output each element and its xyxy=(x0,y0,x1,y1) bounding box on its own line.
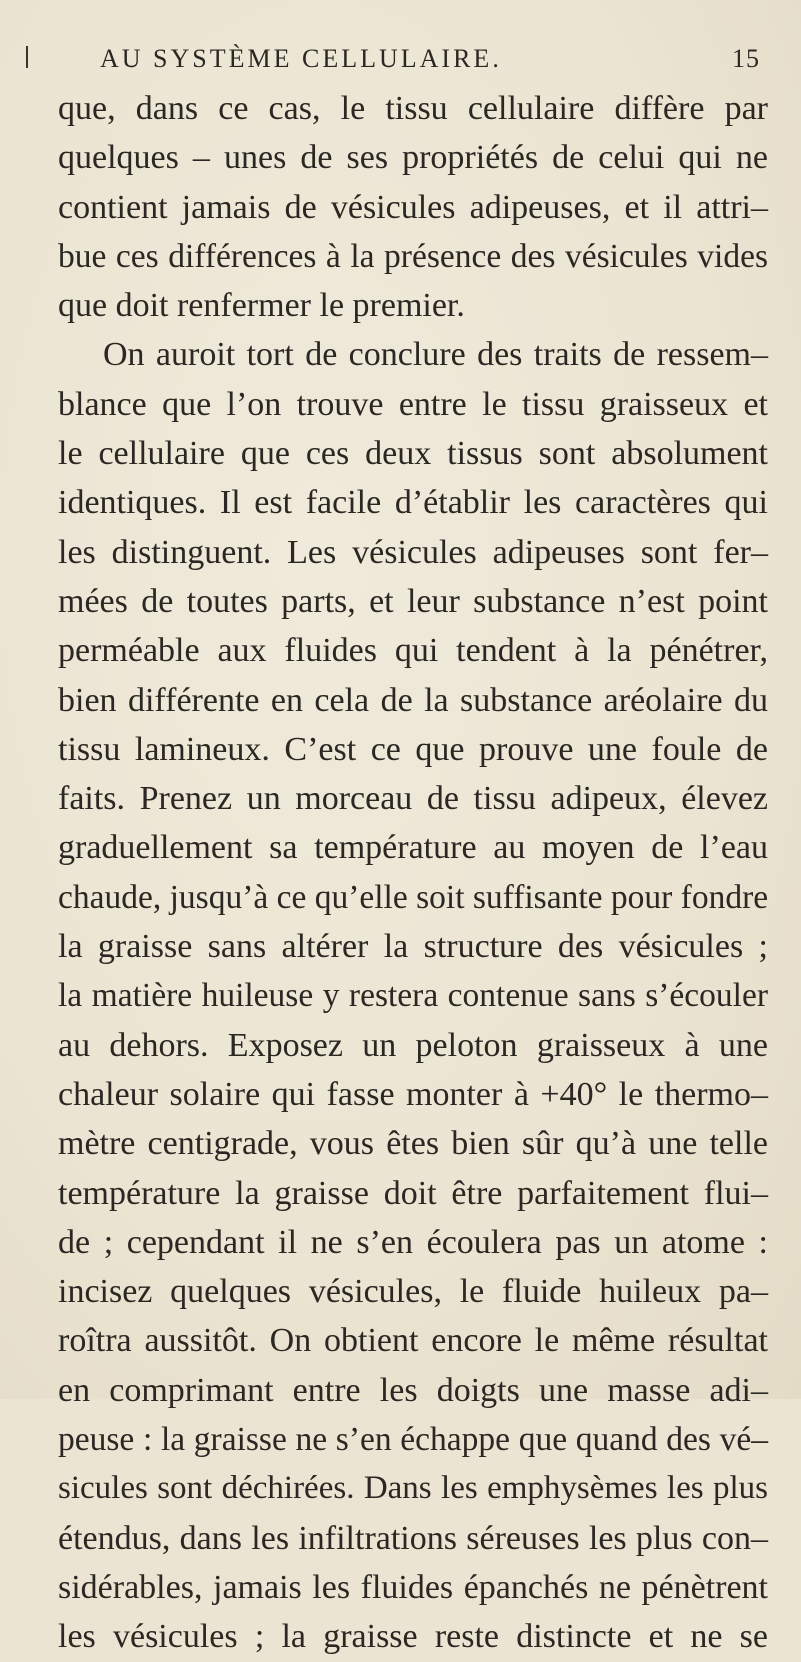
text-line: peuse : la graisse ne s’en échappe que quand des vé– xyxy=(58,1421,768,1459)
text-line: mées de toutes parts, et leur substance n’est point xyxy=(58,582,768,620)
text-line: chaleur solaire qui fasse monter à +40° le thermo– xyxy=(58,1075,768,1113)
running-title: AU SYSTÈME CELLULAIRE. xyxy=(100,44,502,73)
text-line: que doit renfermer le premier. xyxy=(58,287,465,325)
text-line: roîtra aussitôt. On obtient encore le même résultat xyxy=(58,1322,768,1360)
text-line: de ; cependant il ne s’en écoulera pas un atome : xyxy=(58,1223,768,1261)
running-head xyxy=(100,44,760,80)
text-line: température la graisse doit être parfaitement flui– xyxy=(58,1174,768,1212)
margin-mark xyxy=(26,46,28,68)
text-line: identiques. Il est facile d’établir les caractères qui xyxy=(58,484,768,522)
text-line: mètre centigrade, vous êtes bien sûr qu’à une telle xyxy=(58,1125,768,1163)
body-text xyxy=(58,84,768,1662)
text-line: contient jamais de vésicules adipeuses, et il attri– xyxy=(58,188,768,226)
text-line: blance que l’on trouve entre le tissu graisseux et xyxy=(58,385,768,423)
text-line: les distinguent. Les vésicules adipeuses sont fer– xyxy=(58,533,768,571)
text-line: que, dans ce cas, le tissu cellulaire diffère par xyxy=(58,90,768,127)
text-line: sicules sont déchirées. Dans les emphysèmes les plus xyxy=(58,1470,768,1507)
text-line: tissu lamineux. C’est ce que prouve une foule de xyxy=(58,730,768,768)
text-line: sidérables, jamais les fluides épanchés ne pénètrent xyxy=(58,1568,768,1606)
text-line: étendus, dans les infiltrations séreuses les plus con– xyxy=(58,1519,768,1557)
text-line: graduellement sa température au moyen de l’eau xyxy=(58,829,768,867)
page-number: 15 xyxy=(732,44,760,73)
text-line: bue ces différences à la présence des vésicules vides xyxy=(58,237,768,275)
text-line: incisez quelques vésicules, le fluide huileux pa– xyxy=(58,1273,768,1311)
text-line: faits. Prenez un morceau de tissu adipeux, élevez xyxy=(58,780,768,818)
text-line: le cellulaire que ces deux tissus sont absolument xyxy=(58,435,768,473)
text-line: perméable aux fluides qui tendent à la pénétrer, xyxy=(58,632,768,670)
text-line: en comprimant entre les doigts une masse adi– xyxy=(58,1371,768,1409)
text-line: quelques – unes de ses propriétés de celui qui ne xyxy=(58,139,768,177)
text-line: au dehors. Exposez un peloton graisseux à une xyxy=(58,1026,768,1064)
text-line: la graisse sans altérer la structure des vésicules ; xyxy=(58,928,768,966)
text-line: les vésicules ; la graisse reste distincte et ne se xyxy=(58,1618,768,1656)
text-line: bien différente en cela de la substance aréolaire du xyxy=(58,681,768,719)
text-line: On auroit tort de conclure des traits de ressem– xyxy=(103,336,768,374)
text-line: chaude, jusqu’à ce qu’elle soit suffisante pour fondre xyxy=(58,878,769,916)
text-line: la matière huileuse y restera contenue sans s’écouler xyxy=(58,977,768,1015)
